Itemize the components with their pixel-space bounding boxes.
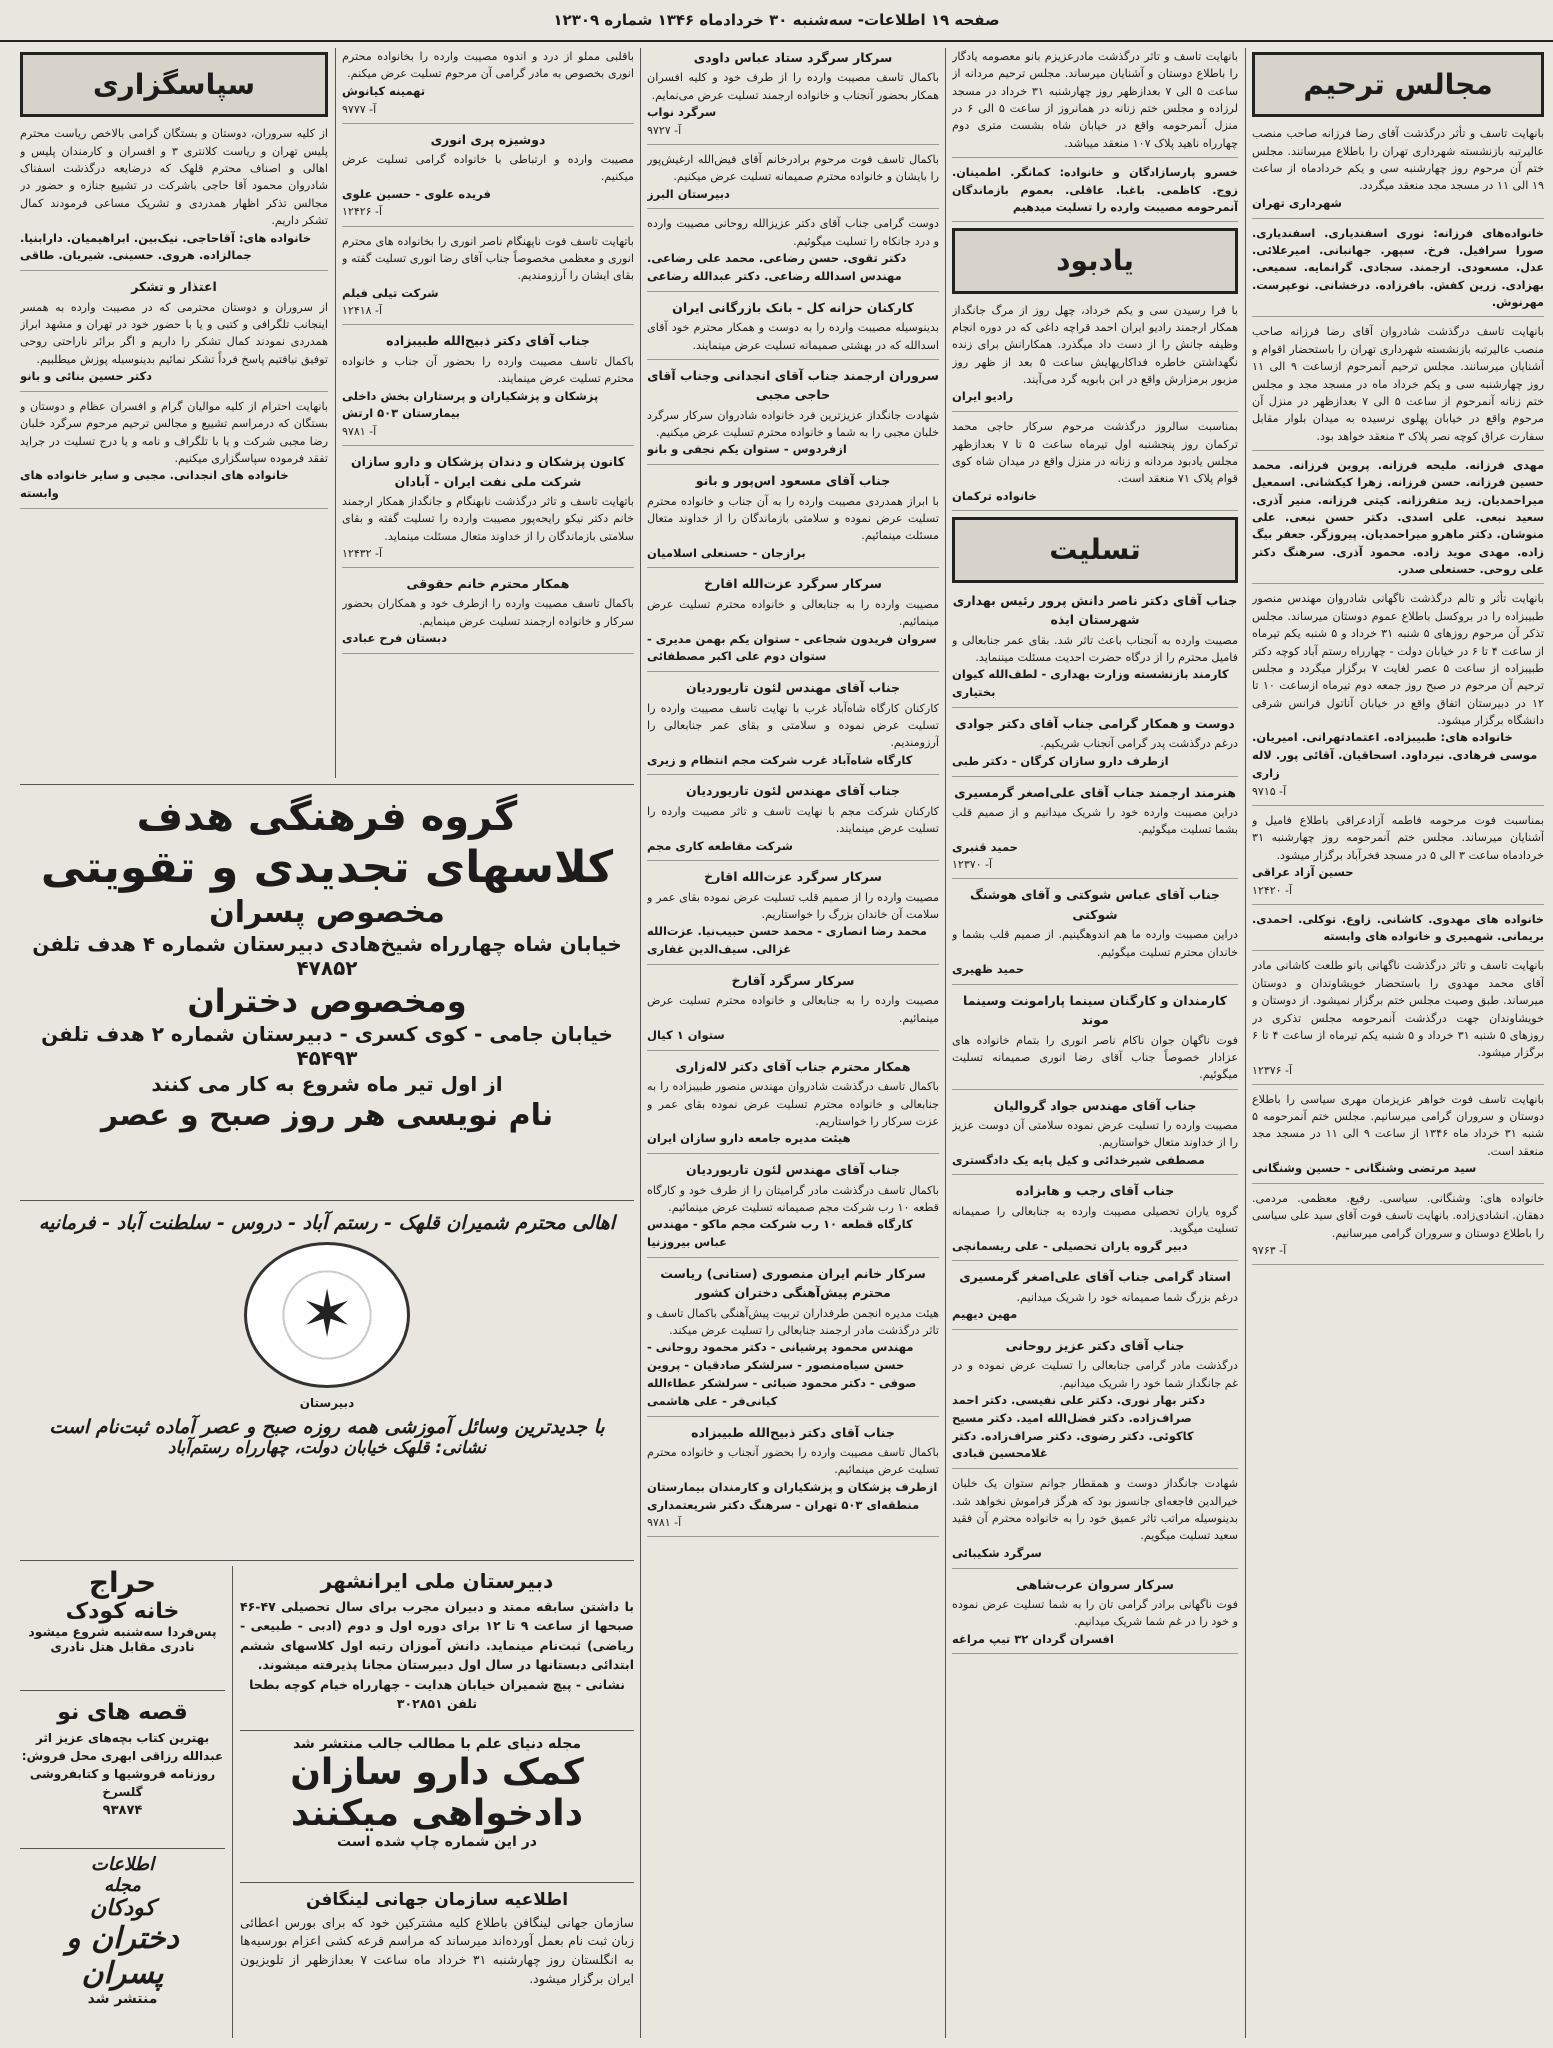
notice xyxy=(952,302,1238,413)
notice-body: باتهایت تاسف فوت ناپهنگام ناصر انوری را بخانواده های محترم انوری و معظمی مخصوصاً جناب آقای رضا انوری تسلیت گفته و بقای ایشان را آرزومندیم. xyxy=(342,234,634,283)
notice-body: خانواده های: وشنگانی. سیاسی. رفیع. معظمی. مردمی. دهقان. انشادی‌زاده. بانهایت تاسف فوت آقای سید علی سیاسی را باطلاع دوستان و سروران گرامی میرسانیم. xyxy=(1252,1191,1544,1240)
ad-iranshahr-school xyxy=(240,1566,634,1726)
notice-heading: سرکار سرگرد ستاد عباس داودی xyxy=(693,50,893,65)
notice-body: مصیبت وارده را به جنابعالی و خانواده محترم تسلیت عرض مینمائیم. xyxy=(647,597,939,629)
section-title-sepasgozari: سپاسگزاری xyxy=(20,52,328,117)
notice-body: درغم بزرگ شما صمیمانه خود را شریک میدانیم. xyxy=(1016,1290,1238,1304)
column-taslit-2 xyxy=(647,48,939,2038)
notice-ref: آ- ۱۲۴۲۰ xyxy=(1252,883,1293,897)
notice-heading: جناب آقای دکتر عزیز روحانی xyxy=(1005,1337,1185,1353)
notice-signature: کارگاه قطعه ۱۰ رب شرکت مجم ماکو - مهندس عباس بیروزنیا xyxy=(647,1217,913,1250)
iranshahr-title: دبیرستان ملی ایرانشهر xyxy=(320,1569,554,1593)
notice xyxy=(647,471,939,568)
notice-body: دوست گرامی جناب آقای دکتر عزیزالله روحانی مصیبت وارده و درد جانکاه را تسلیت میگوئیم. xyxy=(647,217,939,248)
magazine-line2: مجله xyxy=(104,1875,141,1896)
notice xyxy=(1252,1091,1544,1184)
notice-signature: محمد رضا انصاری - محمد حسن حبیب‌نیا. عزت‌الله غزالی. سیف‌الدین غفاری xyxy=(647,924,927,957)
column-rule xyxy=(945,48,946,2038)
notice-heading: همکار محترم جناب آقای دکتر لاله‌زاری xyxy=(675,1058,911,1074)
notice xyxy=(952,1336,1238,1469)
star-icon: ✶ xyxy=(300,1278,354,1352)
ad-school-line1: اهالی محترم شمیران قلهک - رستم آباد - دروس - سلطنت آباد - فرمانیه xyxy=(38,1212,616,1234)
notice-signature: ازفردوس - ستوان یکم نجفی و بانو xyxy=(647,442,847,457)
notice-signature: خانواده های: آقاحاجی. نیک‌بین. ابراهیمیان. دارابنیا. جمالزاده. هروی. حسینی. شیریان. طاقی xyxy=(20,230,312,263)
notice xyxy=(342,331,634,446)
notice-heading: استاد گرامی جناب آقای علی‌اصغر گرمسیری xyxy=(959,1269,1231,1285)
ad-classes-line5: ومخصوص دختران xyxy=(187,982,467,1020)
section-title-taslit: تسلیت xyxy=(952,517,1238,582)
notice xyxy=(952,1475,1238,1568)
notice-body: باکمال تاسف مصیبت وارده را بحضور آنجناب و خانواده محترم تسلیت عرض مینمائیم. xyxy=(647,1446,939,1477)
notice-body: فوت ناگهانی برادر گرامی تان را به شما تسلیت عرض نموده و خود را در غم شما شریک میدانیم. xyxy=(952,1597,1238,1629)
notice-ref: آ- ۹۷۲۷ xyxy=(647,123,682,137)
notice-signature: سرگرد شکیبائی xyxy=(952,1545,1042,1560)
ad-classes-line7: از اول تیر ماه شروع به کار می کنند xyxy=(151,1072,503,1096)
ad-classes-line4: خیابان شاه چهارراه شیخ‌هادی دبیرستان شماره ۴ هدف تلفن ۴۷۸۵۲ xyxy=(32,932,622,980)
notice-signature: مهین دیهیم xyxy=(952,1307,1018,1322)
notice-signature: مصطفی شیرخدائی و کیل پایه یک دادگستری xyxy=(952,1152,1205,1167)
notice-heading: جناب آقای دکتر ناصر دانش پرور رئیس بهداری شهرستان ایذه xyxy=(952,592,1238,628)
notice-signature: افسران گردان ۳۲ تیپ مراغه xyxy=(952,1631,1114,1646)
notice-body: با فرا رسیدن سی و یکم خرداد، چهل روز از مرگ جانگداز همکار ارجمند رادیو ایران احمد قراچه داغی که در دوره انجام وظیفه جانش را از دست داد میگذرد. همکارانش برای زنده نگهداشتن خاطره فداکاریهایش ساعت ۵ بعد از ظهر روز مزبور برمزارش واقع در ابن بابویه گرد می‌آیند. xyxy=(952,303,1238,387)
notice-signature: هیئت مدیره جامعه دارو سازان ایران xyxy=(647,1131,851,1146)
notice-body: کارکنان شرکت مجم با نهایت تاسف و تاثر مصیبت وارده را تسلیت عرض مینمایند. xyxy=(647,804,939,836)
ad-new-stories xyxy=(20,1696,225,1844)
notice-body: مهدی فرزانه. ملیحه فرزانه. پروین فرزانه. محمد حسین فرزانه. حسن فرزانه. زهرا کیکشانی. اسمعیل میراحمدیان. زید متفرزانه. کیتی فرزانه. منیر آذری. سعید نبعی. علی اسدی. دکتر حسن نبعی. علی منوشان. دکتر ماهرو میراحمدیان. پیروزگر. جعفر بیگ زاده. مهدی موید زاده. محمود آذری. سرهنگ دکتر علی روحی. حستعلی صدر. xyxy=(1252,458,1544,577)
notice xyxy=(20,125,328,271)
notice-ref: آ- ۱۲۴۳۲ xyxy=(342,547,383,561)
notice-body: کارکنان کارگاه شاه‌آباد غرب با نهایت تاسف مصیبت وارده را تسلیت عرض نموده و سلامتی و بقای عمر جنابعالی را آرزومندیم. xyxy=(647,701,939,750)
notice-body: باقلبی مملو از درد و اندوه مصیبت وارده را بخانواده محترم انوری بخصوص به مادر گرامی آن مرحوم تسلیت عرض میکنم. xyxy=(342,50,634,81)
notice-ref: آ- ۱۲۳۷۰ xyxy=(952,858,993,872)
notice-body: فوت ناگهان جوان ناکام ناصر انوری را بتمام خانواده های عزادار خصوصاً جناب آقای رضا انوری صمیمانه تسلیت میگوئیم. xyxy=(952,1033,1238,1082)
notice-body: شهادت جانگداز عزیزترین فرد خانواده شادروان سرکار سرگرد خلبان مجبی را به شما و خانواده محترم تسلیت عرض میکنیم. xyxy=(647,408,939,440)
notice-signature: دکتر تقوی. حسن رضاعی. محمد علی رضاعی. مهندس اسدالله رضاعی. دکتر عبدالله رضاعی xyxy=(647,251,907,284)
notice-heading: سرکار سرگرد آقارخ xyxy=(731,973,855,989)
notice-heading: جناب آقای مهندس لئون تاریوردیان xyxy=(685,1162,901,1178)
notice-body: مصیبت وارده را از صمیم قلب تسلیت عرض نموده بقای عمر و سلامت آن خاندان بزرگ را خواستاریم. xyxy=(647,890,939,922)
column-rule xyxy=(232,1566,233,2038)
notice xyxy=(1252,590,1544,805)
notice-body: شهادت جانگداز دوست و همقطار جوانم ستوان یک خلبان خیرالدین فاجعه‌ای جانسوز بود که هرگز فراموش نخواهد شد. بدینوسیله مراتب تاثر عمیق خود را به خانواده محترم آن فقید سعید تسلیت میگویم. xyxy=(952,1477,1238,1543)
notice xyxy=(342,130,634,227)
notice xyxy=(647,366,939,465)
section-title-yadbud: یادبود xyxy=(952,228,1238,293)
notice-signature: حسین آزاد عراقی xyxy=(1252,864,1354,879)
notice xyxy=(952,418,1238,511)
notice-signature: پزشکان و پزشکیاران و پرستاران بخش داخلی بیمارستان ۵۰۳ ارتش xyxy=(342,388,599,421)
notice-heading: کارمندان و کارگنان سینما پارامونت وسینما موند xyxy=(963,992,1227,1028)
notice-heading: جناب آقای مهندس جواد گروالیان xyxy=(993,1097,1197,1113)
notice-body: باکمال تاسف مصیبت وارده را ازطرف خود و همکاران بحضور سرکار و خانواده ارجمند تسلیت عرض مینمایم. xyxy=(342,597,634,628)
notice-signature: دکتر بهار نوری. دکتر علی نفیسی. دکتر احمد صراف‌زاده. دکتر فضل‌الله امید. دکتر مسیح کاکوئی. دکتر رضوی. دکتر صراف‌زاده. دکتر غلامحسین قبادی xyxy=(952,1393,1206,1461)
notice xyxy=(647,1057,939,1154)
notice xyxy=(342,574,634,654)
notice-ref: آ- ۱۲۴۱۸ xyxy=(342,304,383,318)
section-rule xyxy=(240,1882,634,1883)
stories-phone: ۹۳۸۷۴ xyxy=(102,1803,143,1818)
notice-ref: آ- ۹۷۸۱ xyxy=(342,425,377,439)
notice-body: بمناسبت فوت مرحومه فاطمه آزادعراقی باطلاع فامیل و آشنایان میرساند. مجلس ختم آنمرحومه روز چهارشنبه ۳۱ خردادماه ساعت ۳ الی ۵ در مسجد فخرآباد برگزار میشود. xyxy=(1252,813,1544,862)
ad-school xyxy=(20,1206,634,1556)
notice-signature: دبیرستان البرز xyxy=(647,186,730,201)
magazine-line5: منتشر شد xyxy=(87,1991,158,2007)
notice xyxy=(342,233,634,326)
notice xyxy=(1252,323,1544,451)
notice xyxy=(20,277,328,392)
notice-body: مصیبت وارده را به جنابعالی و خانواده محترم تسلیت عرض مینمائیم. xyxy=(647,994,939,1025)
ad-school-line3: نشانی: قلهک خیابان دولت، چهارراه رستم‌آباد xyxy=(167,1438,487,1458)
notice-heading: جناب آقای دکتر ذبیح‌الله طبیبزاده xyxy=(386,333,590,349)
column-rule xyxy=(1245,48,1246,2038)
notice-body: بانهایت تاسف درگذشت شادروان آقای رضا فرزانه صاحب منصب عالیرتبه بازنشسته شهرداری تهران را باستحضار اقوام و آشنایان میرسانند. مجلس ترحیم آنمرحوم ازساعت ۹ الی ۱۱ روز چهارشنبه سی و یکم خرداد ماه در مسجد مجد و مجلس ختم زنانه آنمرحوم از ساعت ۵ الی ۷ بعدازظهر در منزل آن مرحوم واقع در خیابان پهلوی نرسیده به میدان بلوار مقابل سفارت عراق کوچه نصر پلاک ۳ منعقد خواهد بود. xyxy=(1252,325,1544,443)
notice-body: بانهایت احترام از کلیه موالیان گرام و افسران عظام و دوستان و بستگان که درمراسم تشییع و مجالس ترحیم مرحوم سرگرد خلبان رضا مجبی شرکت و یا با تلگراف و نامه و یا درج تسلیت در جراید تفقد فرموده سپاسگزاری میکنیم. xyxy=(20,399,328,465)
science-line1: کمک دارو سازان xyxy=(290,1752,584,1793)
notice-body: باکمال تاسف مصیبت وارده را از طرف خود و کلیه افسران همکار بحضور آنجناب و خانواده ارجمند تسلیت عرض می‌نمایم. xyxy=(647,71,939,102)
section-rule xyxy=(20,1848,225,1849)
notice xyxy=(647,678,939,775)
notice-body: بانهایت تاسف فوت خواهر عزیزمان مهری سیاسی را باطلاع دوستان و سروران گرامی میرسانیم. مجلس ختم آنمرحومه ۵ شنبه ۳۱ خرداد ماه ۱۳۴۶ از ساعت ۹ الی ۱۱ در مسجد مجد منعقد است. xyxy=(1252,1092,1544,1158)
notice xyxy=(647,1160,939,1258)
notice-signature: خانواده های انجدانی. مجبی و سایر خانواده های وابسته xyxy=(20,468,289,501)
column-sepasgozari xyxy=(20,48,328,778)
notice-body: مصیبت وارده و ارتباطی با خانواده گرامی تسلیت عرض میکنیم. xyxy=(342,152,634,184)
notice-body: هیئت مدیره انجمن طرفداران تربیت پیش‌آهنگی باکمال تاسف و تاثر درگذشت مادر ارجمند جنابعالی را تسلیت عرض میکند. xyxy=(647,1306,939,1338)
notice xyxy=(1252,957,1544,1084)
notice-signature: حمید قنبری xyxy=(952,839,1018,854)
notice-signature: خانواده های: طبیبزاده. اعتمادتهرانی. امیریان. موسی فرهادی. نیرداود. اسحاقیان. آقائی پور. لاله زاری xyxy=(1252,730,1538,780)
notice-ref: آ- ۹۷۷۷ xyxy=(342,102,377,116)
stories-title: قصه های نو xyxy=(57,1700,188,1725)
magazine-line4: دختران و پسران xyxy=(66,1921,179,1991)
science-top: مجله دنیای علم با مطالب جالب منتشر شد xyxy=(292,1736,582,1752)
ad-classes-line3: مخصوص پسران xyxy=(209,895,445,930)
notice xyxy=(952,783,1238,880)
notice xyxy=(647,151,939,210)
notice-signature: شرکت تیلی فیلم xyxy=(342,285,439,300)
notice xyxy=(952,885,1238,984)
notice xyxy=(647,298,939,360)
notice-signature: کارگاه شاه‌آباد غرب شرکت مجم انتظام و زیری xyxy=(647,752,913,767)
notice-body: مصیبت وارده به آنجناب باعث تاثر شد. بقای عمر جنابعالی و فامیل محترم را از درگاه حضرت احدیت مسئلت میننماید. xyxy=(952,633,1238,664)
notice-signature: ازطرف دارو سازان کرگان - دکتر طبی xyxy=(952,753,1169,768)
notice xyxy=(952,1575,1238,1655)
notice-body: از سروران و دوستان محترمی که در مصیبت وارده به همسر اینجانب تلگرافی و کتبی و یا با حضور خود در تهران و مشهد ابراز همدردی نمودند کمال تشکر را داریم و اگر برائر ناراحتی روحی توفیق نیافتیم پاسخ فرداً تشکر نمائیم بدینوسیله پوزش میطلبیم. xyxy=(20,300,328,366)
notice-body: بانهایت تاسف و تاثر درگذشت مادرعزیزم بانو معصومه یادگار را باطلاع دوستان و آشنایان میرساند. مجلس ترحیم مردانه از ساعت ۵ الی ۷ بعدازظهر روز چهارشنبه ۳۱ خرداد در مسجد لرزاده و مجلس ختم زنانه در همانروز از ساعت ۵ الی ۶ در منزل آنمرحومه واقع در خیابان شاه بشست متری دوم چهارراه ناهید پلاک ۱۰۷ منعقد میباشد. xyxy=(952,50,1238,150)
ad-school-line2: با جدیدترین وسائل آموزشی همه روزه صبح و عصر آماده ثبت‌نام است xyxy=(49,1416,605,1438)
notice-signature: ازطرف پزشکان و پزشکیاران و کارمندان بیمارستان منطقه‌ای ۵۰۳ تهران - سرهنگ دکتر شریعتمداری xyxy=(647,1479,938,1512)
ad-classes-line8: نام نویسی هر روز صبح و عصر xyxy=(100,1098,554,1133)
notice-body: دراین مصیبت وارده ما هم اندوهگینیم. از صمیم قلب بشما و خاندان محترم تسلیت میگوئیم. xyxy=(952,928,1238,959)
notice-body: درگذشت مادر گرامی جنابعالی را تسلیت عرض نموده و در غم جانگداز شما خود را شریک میدانیم. xyxy=(952,1359,1238,1390)
notice-signature: کارمند بازنشسته وزارت بهداری - لطف‌الله کیوان بختیاری xyxy=(952,667,1229,700)
notice xyxy=(952,591,1238,708)
notice-heading: اعتذار و تشکر xyxy=(131,279,217,295)
haraj-line3: پس‌فردا سه‌شنبه شروع میشود نادری مقابل هتل نادری xyxy=(28,1624,217,1654)
notice-body: بدینوسیله مصیبت وارده را به دوست و همکار محترم خود آقای اسدالله که در بهشتی صمیمانه تسلیت عرض مینمایند. xyxy=(647,321,939,352)
notice xyxy=(952,1267,1238,1330)
section-title-tarhim: مجالس ترحیم xyxy=(1252,52,1544,117)
notice-signature: مهندس محمود پرشیانی - دکتر محمود روحانی - حسن سیاه‌منصور - سرلشکر صادقیان - پروین صوفی - دکتر محمود ضیائی - سرلشکر عطاءالله کیانی‌فر - علی هاشمی xyxy=(647,1340,917,1408)
haraj-line1: حراج xyxy=(88,1566,157,1599)
notice-signature: فریده علوی - حسین علوی xyxy=(342,186,491,201)
notice xyxy=(1252,457,1544,585)
notice-body: بانهایت تأثر و تالم درگذشت ناگهانی شادروان مهندس منصور طبیبزاده را در بروکسل باطلاع عموم دوستان میرساند. مجلس تذکر آن مرحوم روزهای ۵ شنبه ۳۱ خرداد و ۵ شنبه یکم تیرماه از ساعت ۴ تا ۶ در خیابان دولت - چهارراه رستم آباد کوچه دکتر طبیبزاده از ساعت ۵ عصر لغایت ۷ برگزار میگردد و مجلس ترحیم آن مرحوم در صبح روز جمعه دوم تیرماه ازساعت ۱۰ تا ۱۲ در دبیرستان اتفاق واقع در خیابان آناتول فرانس شرقی دانشگاه برگزار میشود. xyxy=(1252,592,1544,727)
notice-body: باکمال تاسف درگذشت شادروان مهندس منصور طبیبزاده را به جنابعالی و خانواده محترم تسلیت عرض نموده بقای عمر و عزت سرکار را خواستاریم. xyxy=(647,1080,939,1129)
ad-classes-line6: خیابان جامی - کوی کسری - دبیرستان شماره ۲ هدف تلفن ۴۵۴۹۳ xyxy=(41,1022,613,1070)
linguaphone-title: اطلاعیه سازمان جهانی لینگافن xyxy=(305,1890,569,1910)
notice-heading: هنرمند ارجمند جناب آقای علی‌اصغر گرمسیری xyxy=(954,784,1236,800)
notice-body: بانهایت تاسف و تأثر درگذشت آقای رضا فرزانه صاحب منصب عالیرتبه بازنشسته شهرداری تهران را باطلاع میرسانند. مجلس ختم آن مرحوم روز چهارشنبه سی و یکم خردادماه از ساعت ۱۹ الی ۱۱ در مسجد مجد منعقد میگردد. xyxy=(1252,127,1544,193)
notice-heading: جناب آقای مسعود اس‌پور و بانو xyxy=(695,473,891,489)
notice-heading: سروران ارجمند جناب آقای انجدانی وجناب آقای حاجی مجبی xyxy=(647,367,939,403)
science-line2: دادخواهی میکنند xyxy=(290,1793,584,1834)
magazine-line3: کودکان xyxy=(90,1896,155,1921)
section-rule xyxy=(240,1730,634,1731)
notice-heading: جناب آقای رجب و هابزاده xyxy=(1015,1183,1175,1199)
notice-signature: دکتر حسین بنائی و بانو xyxy=(20,368,153,383)
notice-signature: سرگرد نواب xyxy=(647,105,717,120)
notice-body: بانهایت تاسف و تاثر درگذشت ناگهانی بانو طلعت کاشانی مادر آقای محمد مهدوی را باستحضار خویشاوندان و دوستان میرساند. طبق وصیت مجلس ختم برگزار نمیشود. از دوستان و خویشاوندان جهت درگذشت آنمرحومه مجلس تذکری در روزهای ۵ شنبه ۳۱ خرداد و ۵ شنبه یکم تیرماه از ساعت ۴ تا ۶ برگزار میشود. xyxy=(1252,959,1544,1060)
notice-body: خانواده‌های فرزانه: نوری اسفندیاری. اسفندیاری. صورا سرافیل. فرخ. سپهر. جهانبانی. امیرعلائی. عدل. مسعودی. ارجمند. سجادی. گرانمایه. سمیعی. بهزادی. زرین کفش. بافرزاده. درخشانی. نوعپرست. مهرنوش. xyxy=(1252,226,1544,310)
notice xyxy=(1252,812,1544,905)
notice-ref: آ- ۱۲۴۲۶ xyxy=(342,205,383,219)
notice-heading: سرکار خانم ایران منصوری (ستانی) ریاست محترم پیش‌آهنگی دختران کشور xyxy=(660,1265,926,1301)
notice-signature: خانواده ترکمان xyxy=(952,488,1037,503)
notice xyxy=(647,867,939,965)
notice-heading: کانون پزشکان و دندان پزشکان و دارو سازان شرکت ملی نفت ایران - آبادان xyxy=(350,454,626,489)
notice xyxy=(1252,1190,1544,1265)
notice xyxy=(952,164,1238,222)
notice xyxy=(647,971,939,1051)
notice-signature: دبیر گروه یاران تحصیلی - علی ریسمانچی xyxy=(952,1238,1188,1253)
section-rule xyxy=(20,1690,225,1691)
school-logo xyxy=(244,1242,410,1388)
notice-signature: ستوان ۱ کیال xyxy=(647,1028,725,1043)
notice-body: بمناسبت سالروز درگذشت مرحوم سرکار حاجی محمد ترکمان روز پنجشنبه اول تیرماه ساعت ۵ تا ۷ بعدازظهر مجلس یادبود مردانه و زنانه در منزل واقع در میدان شاه کوی قوام پلاک ۷۱ منعقد است. xyxy=(952,420,1238,486)
notice-body: خانواده های مهدوی. کاشانی. زاوع. توکلی. احمدی. بریمانی. شهمیری و خانواده های وابسته xyxy=(1252,912,1544,944)
notice-body: با ابراز همدردی مصیبت وارده را به آن جناب و خانواده محترم تسلیت عرض نموده و سلامتی بازماندگان را از خداوند متعال مسئلت مینمائیم. xyxy=(647,494,939,543)
notice-body: باکمال تاسف فوت مرحوم برادرخانم آقای فیض‌الله ارغیش‌پور را بایشان و خانواده محترم صمیمانه تسلیت عرض میکنیم. xyxy=(647,152,939,184)
ad-science-magazine xyxy=(240,1736,634,1876)
notice xyxy=(1252,225,1544,318)
section-rule xyxy=(20,784,634,785)
ad-haraj xyxy=(20,1566,225,1686)
notice-body: گروه یاران تحصیلی مصیبت وارده به جنابعالی را صمیمانه تسلیت میگوید. xyxy=(952,1204,1238,1236)
linguaphone-body: سازمان جهانی لینگافن باطلاع کلیه مشترکین خود که برای بورس اعطائی زبان ثبت نام بعمل آورده‌اند میرساند که مراسم قرعه کشی اعزام بورسیه‌ها به انگلستان روز چهارشنبه ۳۱ خرداد ماه ساعت ۷ بعدازظهر از تلویزیون ایران برگزار میشود. xyxy=(240,1914,634,1986)
notice-body: باکمال تاسف درگذشت مادر گرامیتان را از طرف خود و کارگاه قطعه ۱۰ رب شرکت مجم صمیمانه تسلیت عرض مینمائیم. xyxy=(647,1183,939,1214)
notice-body: خسرو پارسازادگان و خانواده: کمانگر. اطمینان. زوج. کاظمی. باغبا. عاقلی. بعموم بازماندگان آنمرحومه مصیبت وارده را تسلیت میدهیم xyxy=(952,166,1238,214)
notice-signature: دبستان فرح عبادی xyxy=(342,631,448,646)
notice-heading: جناب آقای مهندس لئون تاریوردیان xyxy=(685,783,901,799)
ad-classes-line1: گروه فرهنگی هدف xyxy=(136,794,518,840)
notice xyxy=(1252,911,1544,952)
notice-heading: جناب آقای دکتر ذبیح‌الله طبیبزاده xyxy=(691,1424,895,1440)
ad-linguaphone xyxy=(240,1888,634,2038)
notice xyxy=(952,1181,1238,1261)
notice-body: درغم درگذشت پدر گرامی آنجناب شریکیم. xyxy=(1040,737,1238,751)
notice-body: از کلیه سروران، دوستان و بستگان گرامی بالاخص ریاست محترم پلیس تهران و ریاست کلانتری ۳ و افسران و کارمندان پلیس و اهالی و اصناف محترم قلهک که درضایعه درگذشت اسفناک شادروان محمود آقا حاجی باشرکت در تشییع جنازه و حضور در مجالس تذکر اظهار همدردی و تشریک مساعی فرمودند کمال تشکر داریم. xyxy=(20,127,328,228)
notice xyxy=(647,574,939,672)
haraj-line2: خانه کودک xyxy=(65,1599,180,1624)
iranshahr-address: نشانی - پیچ شمیران خیابان هدایت - چهارراه خیام کوچه بطحا تلفن ۳۰۲۸۵۱ xyxy=(249,1676,625,1711)
notice-ref: آ- ۹۷۱۵ xyxy=(1252,784,1287,798)
page-header: صفحه ۱۹ اطلاعات- سه‌شنبه ۳۰ خردادماه ۱۳۴۶ شماره ۱۲۳۰۹ xyxy=(0,0,1553,42)
notice xyxy=(1252,125,1544,218)
notice xyxy=(952,1096,1238,1176)
notice-heading: دوشیزه پری انوری xyxy=(430,131,546,147)
column-yadbud-taslit xyxy=(952,48,1238,2038)
notice-heading: دوست و همکار گرامی جناب آقای دکتر جوادی xyxy=(955,715,1235,731)
notice-ref: آ- ۱۲۳۷۶ xyxy=(1252,1063,1293,1077)
notice xyxy=(647,781,939,861)
notice-body: باکمال تاسف مصیبت وارده را بحضور آن جناب و خانواده محترم تسلیت عرض مینمایند. xyxy=(342,354,634,386)
notice-heading: همکار محترم خانم حقوقی xyxy=(406,576,570,592)
column-majales-tarhim xyxy=(1252,48,1544,2038)
notice-signature: برازجان - حسنعلی اسلامیان xyxy=(647,545,806,560)
notice xyxy=(647,215,939,291)
iranshahr-body: با داشتن سابقه ممتد و دبیران مجرب برای سال تحصیلی ۴۷-۴۶ صبحها از ساعت ۹ تا ۱۲ برای دوره اول و دوم (ادبی - طبیعی - ریاضی) ثبت‌نام مینماید. دانش آموزان رتبه اول کلاسهای ششم ابتدائی دبستانها در سال اول دبیرستان مجانا پذیرفته میشوند. xyxy=(240,1599,634,1673)
notice-ref: آ- ۹۷۶۳ xyxy=(1252,1244,1287,1258)
notice-body: دراین مصیبت وارده خود را شریک میدانیم و از صمیم قلب بشما تسلیت میگوئیم. xyxy=(952,805,1238,837)
notice-heading: کارکنان حزانه کل - بانک بازرگانی ایران xyxy=(672,299,914,315)
notice xyxy=(342,48,634,124)
notice-ref: آ- ۹۷۸۱ xyxy=(647,1516,682,1530)
notice xyxy=(952,991,1238,1090)
science-line3: در این شماره چاپ شده است xyxy=(337,1834,537,1850)
notice-body: مصیبت وارده را تسلیت عرض نموده سلامتی آن دوست عزیز را از خداوند متعال خواستاریم. xyxy=(952,1118,1238,1150)
column-rule xyxy=(640,48,641,2038)
notice xyxy=(952,48,1238,158)
notice-signature: شرکت مقاطعه کاری مجم xyxy=(647,838,793,853)
notice xyxy=(342,452,634,568)
notice-signature: تهمینه کیانوش xyxy=(342,83,426,98)
stories-body: بهترین کتاب بچه‌های عزیز اثر عبدالله رزاقی ابهری محل فروش: روزنامه فروشیها و کتابفروشی گلسرخ xyxy=(21,1731,224,1799)
notice xyxy=(647,1423,939,1538)
notice-body: باتهایت تاسف و تاثر درگذشت نابهنگام و جانگداز همکار ارجمند خانم دکتر نیکو رایحه‌پور مصیبت وارده را تسلیت گفته و بقای سلامتی بازماندگان را از خداوند متعال مسئلت مینماید. xyxy=(342,494,634,543)
magazine-line1: اطلاعات xyxy=(90,1854,155,1875)
notice-heading: سرکار سروان عرب‌شاهی xyxy=(1016,1576,1174,1592)
notice-heading: سرکار سرگرد عزت‌الله اقارخ xyxy=(704,869,882,885)
ad-classes-line2: کلاسهای تجدیدی و تقویتی xyxy=(40,842,614,893)
ad-kids-magazine xyxy=(20,1854,225,2038)
notice xyxy=(647,1264,939,1417)
section-rule xyxy=(20,1200,634,1201)
column-taslit-3 xyxy=(342,48,634,778)
notice xyxy=(647,48,939,145)
column-rule xyxy=(335,48,336,778)
notice-signature: رادیو ایران xyxy=(952,389,1014,404)
notice-heading: سرکار سرگرد عزت‌الله اقارخ xyxy=(704,576,882,592)
notice-heading: جناب آقای مهندس لئون تاریوردیان xyxy=(685,680,901,696)
notice xyxy=(20,398,328,509)
notice-signature: حمید ظهیری xyxy=(952,961,1025,976)
section-rule xyxy=(20,1560,634,1561)
notice-heading: جناب آقای عباس شوکتی و آقای هوشنگ شوکتی xyxy=(970,887,1220,922)
notice xyxy=(952,714,1238,777)
notice-signature: سروان فریدون شجاعی - ستوان یکم بهمن مدیری - ستوان دوم علی اکبر مصطفائی xyxy=(647,631,937,664)
ad-cultural-group xyxy=(20,792,634,1192)
school-logo-caption: دبیرستان xyxy=(299,1396,355,1410)
notice-signature: شهرداری تهران xyxy=(1252,195,1342,210)
notice-signature: سید مرتضی وشنگانی - حسین وشنگانی xyxy=(1252,1161,1477,1176)
